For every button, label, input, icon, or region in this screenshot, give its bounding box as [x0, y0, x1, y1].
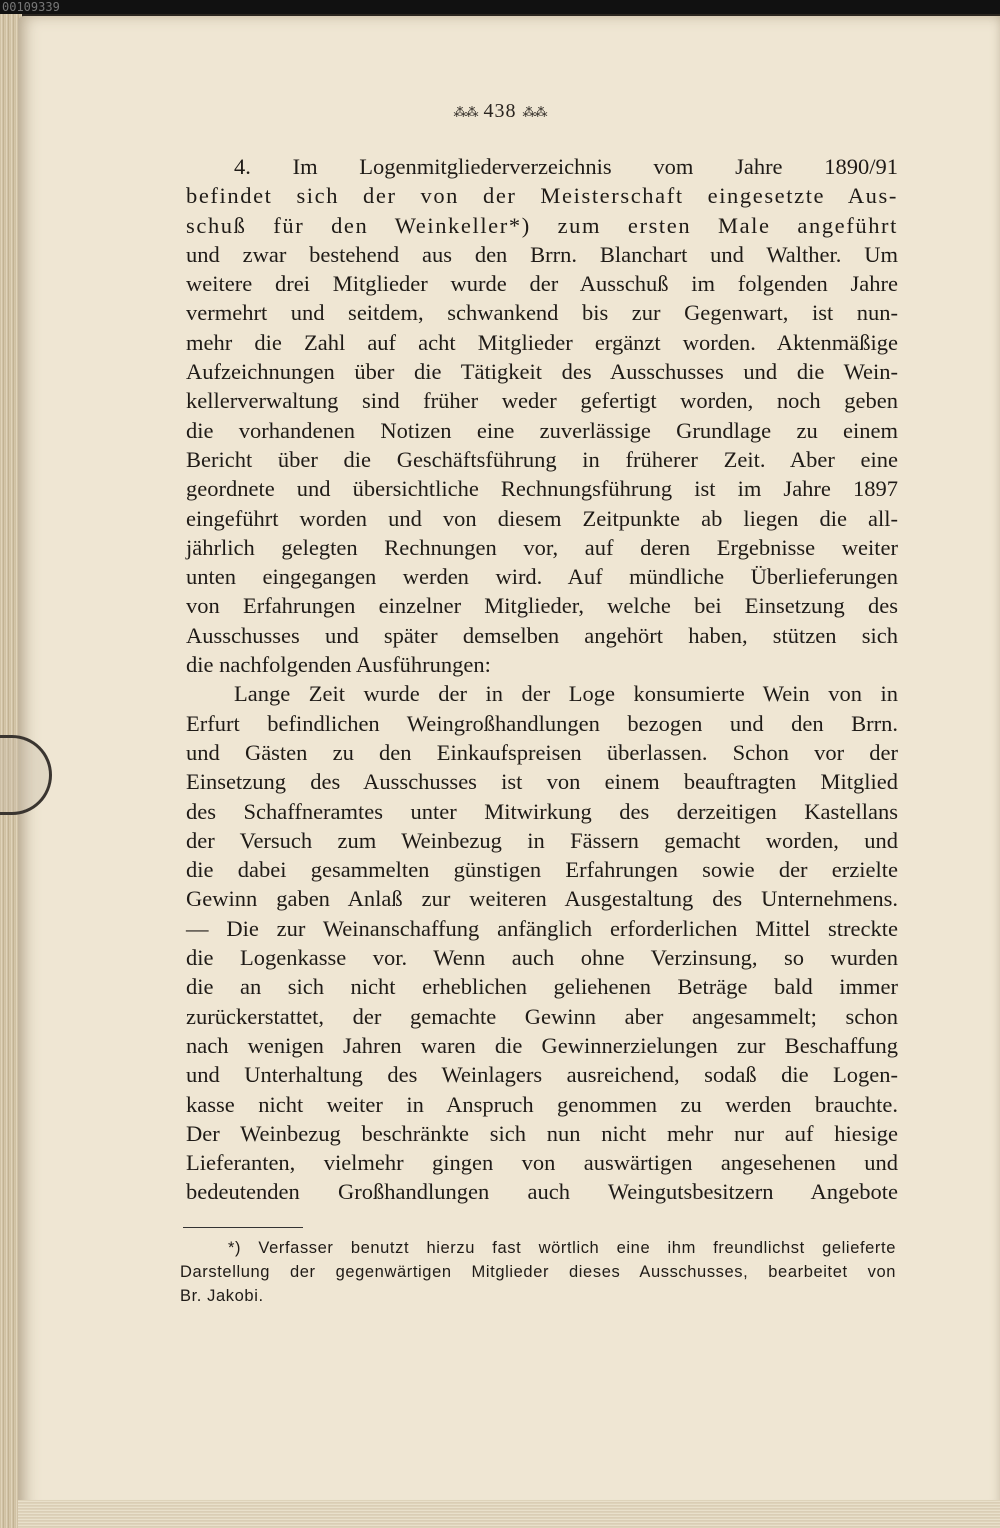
text-line: die vorhandenen Notizen eine zuverlässige Grundlage zu einem — [186, 417, 898, 443]
scan-label: 00109339 — [0, 0, 1000, 14]
text-line: und zwar bestehend aus den Brrn. Blanchart und Walther. Um — [186, 241, 898, 267]
text-line: befindet sich der von der Meisterschaft eingesetzte Aus- — [186, 183, 898, 209]
text-line: jährlich gelegten Rechnungen vor, auf deren Ergebnisse weiter — [186, 534, 898, 560]
text-line: unten eingegangen werden wird. Auf mündliche Überlieferungen — [186, 564, 898, 590]
text-line: die nachfolgenden Ausführungen: — [186, 652, 491, 678]
text-line: Erfurt befindlichen Weingroßhandlungen bezogen und den Brrn. — [186, 710, 898, 736]
text-line: die dabei gesammelten günstigen Erfahrungen sowie der erzielte — [186, 857, 898, 883]
text-line: eingeführt worden und von diesem Zeitpunkte ab liegen die all- — [186, 505, 898, 531]
text-line: von Erfahrungen einzelner Mitglieder, welche bei Einsetzung des — [186, 593, 898, 619]
ornament-right: ⁂⁂ — [522, 104, 547, 120]
text-line: weitere drei Mitglieder wurde der Ausschuß im folgenden Jahre — [186, 271, 898, 297]
body-text — [186, 152, 898, 1207]
ornament-left: ⁂⁂ — [453, 104, 478, 120]
footnote-line: Br. Jakobi. — [180, 1287, 264, 1305]
text-line: Bericht über die Geschäftsführung in früherer Zeit. Aber eine — [186, 446, 898, 472]
text-line: und Gästen zu den Einkaufspreisen überlassen. Schon vor der — [186, 739, 898, 765]
text-line: vermehrt und seitdem, schwankend bis zur Gegenwart, ist nun- — [186, 300, 898, 326]
text-line: Der Weinbezug beschränkte sich nun nicht mehr nur auf hiesige — [186, 1120, 898, 1146]
text-line: — Die zur Weinanschaffung anfänglich erforderlichen Mittel streckte — [186, 915, 898, 941]
bottom-page-edges — [18, 1500, 1000, 1528]
page-number: 438 — [483, 100, 517, 122]
text-line: Ausschusses und später demselben angehört haben, stützen sich — [186, 622, 898, 648]
text-line: schuß für den Weinkeller*) zum ersten Male angeführt — [186, 212, 898, 238]
text-line: Lange Zeit wurde der in der Loge konsumierte Wein von in — [234, 681, 898, 707]
footnote-line: Darstellung der gegenwärtigen Mitglieder dieses Ausschusses, bearbeitet von — [180, 1263, 896, 1281]
text-line: die Logenkasse vor. Wenn auch ohne Verzinsung, so wurden — [186, 945, 898, 971]
text-line: Aufzeichnungen über die Tätigkeit des Ausschusses und die Wein- — [186, 359, 898, 385]
text-line: der Versuch zum Weinbezug in Fässern gemacht worden, und — [186, 827, 898, 853]
text-line: die an sich nicht erheblichen geliehenen Beträge bald immer — [186, 974, 898, 1000]
text-line: bedeutenden Großhandlungen auch Weingutsbesitzern Angebote — [186, 1179, 898, 1205]
text-line: Lieferanten, vielmehr gingen von auswärtigen angesehenen und — [186, 1150, 898, 1176]
text-line: Gewinn gaben Anlaß zur weiteren Ausgestaltung des Unternehmens. — [186, 886, 898, 912]
footnote — [180, 1236, 896, 1308]
text-line: kasse nicht weiter in Anspruch genommen zu werden brauchte. — [186, 1091, 898, 1117]
text-line: nach wenigen Jahren waren die Gewinnerzielungen zur Beschaffung — [186, 1032, 898, 1058]
text-line: zurückerstattet, der gemachte Gewinn aber angesammelt; schon — [186, 1003, 898, 1029]
text-line: geordnete und übersichtliche Rechnungsführung ist im Jahre 1897 — [186, 476, 898, 502]
footnote-rule — [183, 1227, 303, 1228]
text-line: und Unterhaltung des Weinlagers ausreichend, sodaß die Logen- — [186, 1062, 898, 1088]
text-line: mehr die Zahl auf acht Mitglieder ergänzt worden. Aktenmäßige — [186, 329, 898, 355]
text-line: des Schaffneramtes unter Mitwirkung des derzeitigen Kastellans — [186, 798, 898, 824]
text-line: 4. Im Logenmitgliederverzeichnis vom Jahre 1890/91 — [234, 154, 898, 179]
page-header — [0, 100, 1000, 123]
text-line: Einsetzung des Ausschusses ist von einem beauftragten Mitglied — [186, 769, 898, 795]
footnote-line: *) Verfasser benutzt hierzu fast wörtlich eine ihm freundlichst gelieferte — [228, 1239, 896, 1257]
text-line: kellerverwaltung sind früher weder gefertigt worden, noch geben — [186, 388, 898, 414]
